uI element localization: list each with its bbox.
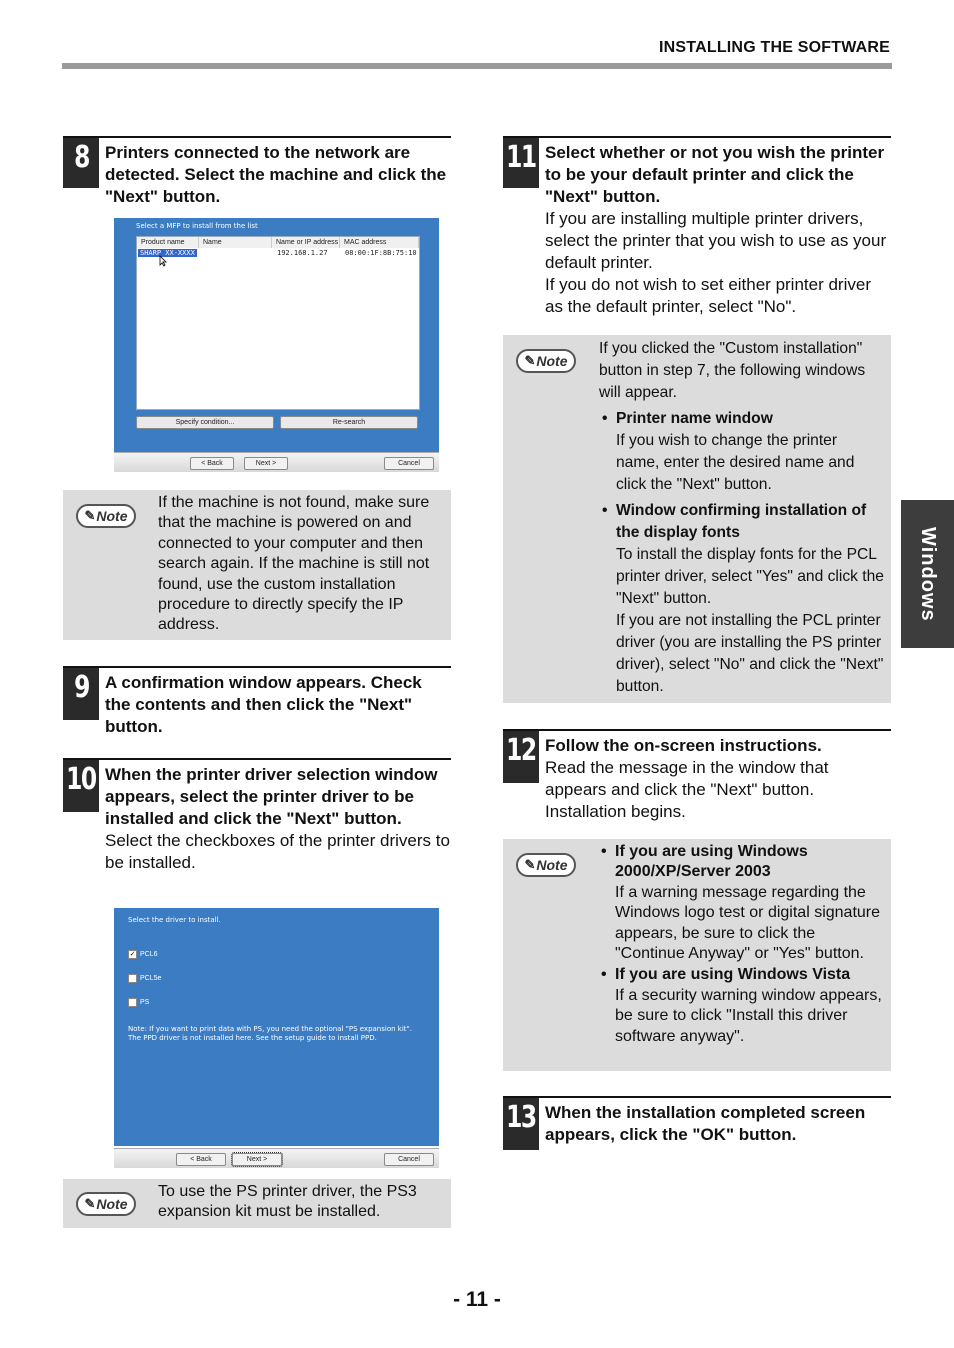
step-rule xyxy=(503,729,891,731)
note-box xyxy=(63,490,451,640)
specify-condition-button[interactable]: Specify condition... xyxy=(136,416,274,429)
step-number: 8 xyxy=(63,138,99,188)
note-icon: ✎ Note xyxy=(516,853,576,877)
note-box xyxy=(503,839,891,1071)
driver-select-screenshot xyxy=(114,908,439,1146)
re-search-button[interactable]: Re-search xyxy=(280,416,418,429)
note-box xyxy=(503,335,891,703)
step-text xyxy=(545,1102,891,1146)
bullet-icon: • xyxy=(602,502,608,519)
next-button[interactable]: Next > xyxy=(232,1153,282,1166)
section-side-tab xyxy=(901,500,954,648)
note-item xyxy=(599,500,884,698)
mac-address: 08:00:1F:8B:75:10 xyxy=(345,249,417,257)
mfp-select-screenshot xyxy=(114,218,439,452)
wizard-button-bar xyxy=(114,452,439,472)
screenshot-caption: Select a MFP to install from the list xyxy=(136,222,258,230)
step-instruction: Follow the on-screen instructions. xyxy=(545,736,822,755)
note-item xyxy=(599,408,884,496)
step-8 xyxy=(63,136,451,216)
note-item xyxy=(598,965,883,1047)
note-item-title: If you are using Windows 2000/XP/Server 2003 xyxy=(615,843,808,881)
note-icon: ✎ Note xyxy=(516,349,576,373)
step-rule xyxy=(63,136,451,138)
column-header[interactable]: MAC address xyxy=(340,237,419,248)
step-instruction: Select whether or not you wish the printer to be your default printer and click the "Next" button. xyxy=(545,143,885,206)
bullet-icon: • xyxy=(602,410,608,427)
step-number: 9 xyxy=(63,668,99,720)
wizard-button-bar xyxy=(114,1148,439,1168)
pcl6-checkbox[interactable] xyxy=(128,950,158,959)
cancel-button[interactable]: Cancel xyxy=(384,457,434,470)
note-item-title: If you are using Windows Vista xyxy=(615,966,851,984)
step-rule xyxy=(503,136,891,138)
note-item-body: To install the display fonts for the PCL printer driver, select "Yes" and click the "Next" button. xyxy=(616,546,884,607)
note-text xyxy=(599,338,884,698)
step-number: 11 xyxy=(503,138,539,188)
side-tab-label: Windows xyxy=(917,526,939,622)
note-text: If the machine is not found, make sure that the machine is powered on and connected to your computer and then search again. If the machine is still not found, use the custom installation procedure to directly specify the IP address. xyxy=(158,494,430,634)
note-item-title: Printer name window xyxy=(616,410,773,427)
note-item-body: If a warning message regarding the Windows logo test or digital signature appears, be sure to click the "Continue Anyway" or "Yes" button. xyxy=(615,883,881,963)
step-detail: If you do not wish to set either printer driver as the default printer, select "No". xyxy=(545,275,871,316)
step-number: 12 xyxy=(503,731,539,783)
screenshot-caption: Select the driver to install. xyxy=(128,916,221,924)
step-detail: If you are installing multiple printer drivers, select the printer that you wish to use as your default printer. xyxy=(545,209,887,272)
step-rule xyxy=(63,666,451,668)
checkbox-label: PCL5e xyxy=(140,975,162,982)
step-text xyxy=(105,764,451,874)
step-number: 13 xyxy=(503,1098,539,1150)
step-detail: Select the checkboxes of the printer drivers to be installed. xyxy=(105,831,450,872)
note-item xyxy=(598,842,883,964)
note-text xyxy=(598,840,883,1047)
page-number: - 11 - xyxy=(453,1288,501,1311)
note-item-body: If a security warning window appears, be sure to click "Install this driver software anyway". xyxy=(615,986,882,1045)
step-instruction: When the installation completed screen appears, click the "OK" button. xyxy=(545,1103,866,1144)
note-item-title: Window confirming installation of the display fonts xyxy=(616,502,867,541)
step-12 xyxy=(503,729,891,829)
note-item-body: If you wish to change the printer name, enter the desired name and click the "Next" button. xyxy=(616,432,855,493)
next-button[interactable]: Next > xyxy=(244,457,288,470)
bullet-icon: • xyxy=(601,966,607,984)
note-icon: ✎ Note xyxy=(76,1192,136,1216)
step-9 xyxy=(63,666,451,746)
checkbox-label: PCL6 xyxy=(140,951,158,958)
step-text xyxy=(545,735,891,823)
page-header-title: INSTALLING THE SOFTWARE xyxy=(659,39,890,56)
back-button[interactable]: < Back xyxy=(190,457,234,470)
step-10 xyxy=(63,758,451,898)
checkbox-label: PS xyxy=(140,999,150,1006)
step-11 xyxy=(503,136,891,326)
column-header[interactable]: Name xyxy=(199,237,272,248)
ip-address: 192.168.1.27 xyxy=(277,249,328,257)
step-rule xyxy=(503,1096,891,1098)
checkmark-icon: ✓ xyxy=(129,951,136,958)
step-instruction: When the printer driver selection window appears, select the printer driver to be installed and click the "Next" button. xyxy=(105,765,438,828)
pcl5e-checkbox[interactable] xyxy=(128,974,161,983)
step-13 xyxy=(503,1096,891,1156)
step-instruction: Printers connected to the network are detected. Select the machine and click the "Next" button. xyxy=(105,143,447,206)
step-detail: Read the message in the window that appears and click the "Next" button. Installation begins. xyxy=(545,758,829,821)
back-button[interactable]: < Back xyxy=(176,1153,226,1166)
step-text xyxy=(545,142,891,318)
header-rule xyxy=(62,63,892,69)
step-instruction: A confirmation window appears. Check the contents and then click the "Next" button. xyxy=(105,673,422,736)
column-header[interactable]: Product name xyxy=(137,237,199,248)
note-icon: ✎ Note xyxy=(76,504,136,528)
cancel-button[interactable]: Cancel xyxy=(384,1153,434,1166)
step-text xyxy=(105,672,451,738)
mouse-cursor-icon xyxy=(159,255,167,267)
note-box xyxy=(63,1179,451,1228)
step-number: 10 xyxy=(63,760,99,812)
column-header[interactable]: Name or IP address xyxy=(272,237,340,248)
step-text xyxy=(105,142,451,208)
note-intro: If you clicked the "Custom installation" button in step 7, the following windows will appear. xyxy=(599,340,866,401)
mfp-list[interactable] xyxy=(136,236,420,410)
driver-note: Note: If you want to print data with PS, you need the optional "PS expansion kit". The PPD driver is not installed here. See the setup guide to install PPD. xyxy=(128,1025,412,1042)
bullet-icon: • xyxy=(601,843,607,860)
selected-product[interactable]: SHARP XX-XXXX xyxy=(140,249,195,257)
ps-checkbox[interactable] xyxy=(128,998,149,1007)
note-item-body: If you are not installing the PCL printer driver (you are installing the PS printer driver), select "No" and click the "Next" button. xyxy=(616,612,884,695)
note-text: To use the PS printer driver, the PS3 expansion kit must be installed. xyxy=(158,1183,417,1221)
step-rule xyxy=(63,758,451,760)
